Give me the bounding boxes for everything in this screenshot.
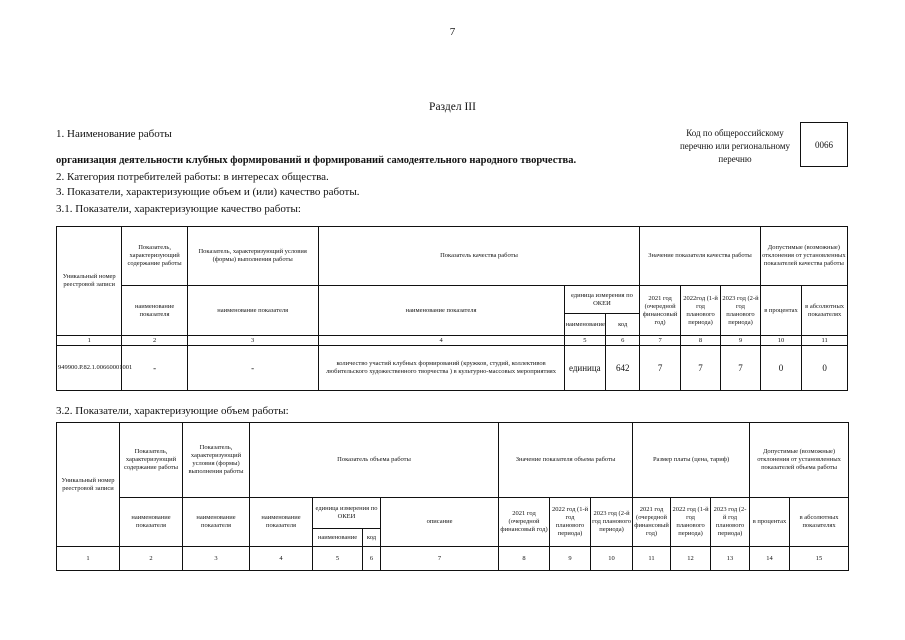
code-label: Код по общероссийскому перечню или региональному перечню — [679, 128, 791, 164]
work-name-label: 1. Наименование работы — [56, 128, 172, 140]
header-year-2022: 2022год (1-й год планового периода) — [680, 286, 720, 336]
column-number: 15 — [790, 547, 849, 571]
column-number: 1 — [57, 336, 122, 346]
header-indicator-name: наименование показателя — [183, 498, 250, 547]
header-fee-2023: 2023 год (2-й год планового периода) — [711, 498, 750, 547]
volume-table — [56, 422, 849, 571]
column-number: 9 — [550, 547, 591, 571]
header-values: Значение показателя качества работы — [640, 227, 760, 286]
work-name: организация деятельности клубных формирований и формирований самодеятельного народного творчества. — [56, 155, 577, 166]
header-volume: Показатель объема работы — [250, 423, 499, 498]
header-year-2023: 2023 год (2-й год планового периода) — [721, 286, 760, 336]
header-deviation: Допустимые (возможные) отклонения от установленных показателей объема работы — [750, 423, 849, 498]
column-number: 11 — [802, 336, 848, 346]
header-unit: единица измерения по ОКЕИ — [564, 286, 640, 314]
value-2022: 7 — [680, 346, 720, 391]
column-number: 4 — [250, 547, 313, 571]
section-title: Раздел III — [429, 101, 476, 113]
quality-heading: 3.1. Показатели, характеризующие качество работы: — [56, 203, 301, 215]
indicators-heading: 3. Показатели, характеризующие объем и (или) качество работы. — [56, 186, 360, 198]
column-number: 12 — [671, 547, 711, 571]
column-number: 3 — [183, 547, 250, 571]
volume-heading: 3.2. Показатели, характеризующие объем работы: — [56, 405, 289, 417]
table-row — [57, 346, 848, 391]
column-number: 3 — [187, 336, 318, 346]
column-number: 7 — [381, 547, 499, 571]
header-indicator-name: наименование показателя — [187, 286, 318, 336]
header-fee-2021: 2021 год (очередной финансовый год) — [633, 498, 671, 547]
column-number: 9 — [721, 336, 760, 346]
header-indicator-name: наименование показателя — [250, 498, 313, 547]
header-content: Показатель, характеризующий содержание работы — [122, 227, 187, 286]
column-number: 10 — [760, 336, 802, 346]
header-registry: Уникальный номер реестровой записи — [57, 423, 120, 547]
registry-number: 949900.Р.82.1.00660001001 — [57, 346, 122, 391]
header-year-2021: 2021 год (очередной финансовый год) — [499, 498, 550, 547]
header-indicator-name: наименование показателя — [120, 498, 183, 547]
column-number: 13 — [711, 547, 750, 571]
column-number: 14 — [750, 547, 790, 571]
page-number: 7 — [449, 26, 456, 38]
column-number: 4 — [318, 336, 564, 346]
header-unit-name: наименование — [313, 529, 363, 547]
consumer-category: 2. Категория потребителей работы: в интересах общества. — [56, 171, 329, 183]
indicator-name: количество участий клубных формирований (кружков, студий, коллективов любительского художественного творчества ) в культурно-массовых мероприятиях — [318, 346, 564, 391]
content-value: - — [122, 346, 187, 391]
column-number: 6 — [606, 336, 640, 346]
deviation-percent: 0 — [760, 346, 802, 391]
header-percent: в процентах — [760, 286, 802, 336]
code-value: 0066 — [800, 122, 848, 167]
header-unit: единица измерения по ОКЕИ — [313, 498, 381, 529]
header-unit-code: код — [606, 314, 640, 336]
column-number: 1 — [57, 547, 120, 571]
value-2021: 7 — [640, 346, 680, 391]
header-fee: Размер платы (цена, тариф) — [633, 423, 750, 498]
header-registry: Уникальный номер реестровой записи — [57, 227, 122, 336]
header-year-2023: 2023 год (2-й год планового периода) — [591, 498, 633, 547]
header-indicator-name: наименование показателя — [122, 286, 187, 336]
header-description: описание — [381, 498, 499, 547]
header-conditions: Показатель, характеризующий условия (формы) выполнения работы — [183, 423, 250, 498]
header-unit-code: код — [363, 529, 381, 547]
column-number: 6 — [363, 547, 381, 571]
column-number: 2 — [122, 336, 187, 346]
header-year-2021: 2021 год (очередной финансовый год) — [640, 286, 680, 336]
header-percent: в процентах — [750, 498, 790, 547]
quality-table — [56, 226, 848, 391]
column-number: 2 — [120, 547, 183, 571]
column-number: 5 — [313, 547, 363, 571]
column-number: 8 — [680, 336, 720, 346]
header-fee-2022: 2022 год (1-й год планового периода) — [671, 498, 711, 547]
header-absolute: в абсолютных показателях — [790, 498, 849, 547]
header-values: Значение показателя объема работы — [499, 423, 633, 498]
unit-code: 642 — [606, 346, 640, 391]
header-content: Показатель, характеризующий содержание работы — [120, 423, 183, 498]
header-year-2022: 2022 год (1-й год планового периода) — [550, 498, 591, 547]
header-quality: Показатель качества работы — [318, 227, 640, 286]
header-absolute: в абсолютных показателях — [802, 286, 848, 336]
value-2023: 7 — [721, 346, 760, 391]
conditions-value: - — [187, 346, 318, 391]
deviation-absolute: 0 — [802, 346, 848, 391]
header-unit-name: наименование — [564, 314, 606, 336]
header-conditions: Показатель, характеризующий условия (формы) выполнения работы — [187, 227, 318, 286]
header-indicator-name: наименование показателя — [318, 286, 564, 336]
unit-name: единица — [564, 346, 606, 391]
header-deviation: Допустимые (возможные) отклонения от установленных показателей качества работы — [760, 227, 847, 286]
column-number: 11 — [633, 547, 671, 571]
column-number: 8 — [499, 547, 550, 571]
column-number: 10 — [591, 547, 633, 571]
column-number: 5 — [564, 336, 606, 346]
column-number: 7 — [640, 336, 680, 346]
